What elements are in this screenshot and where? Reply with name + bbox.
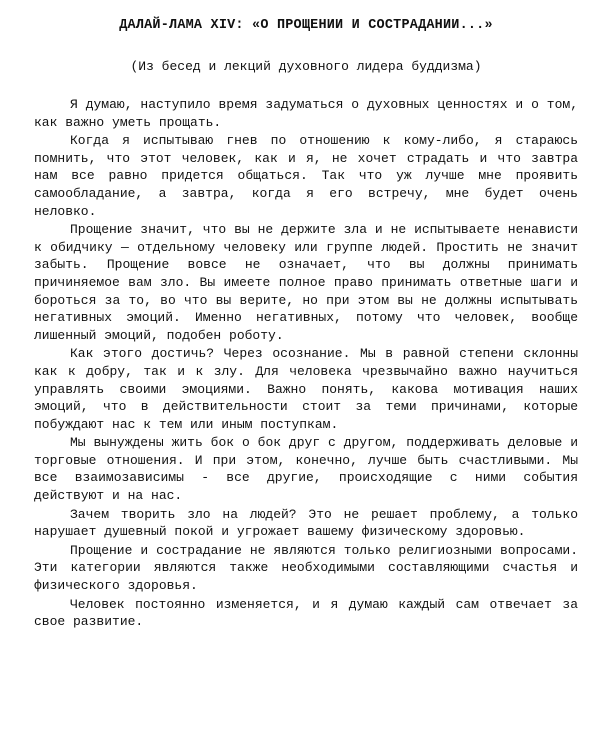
- paragraph-2: Когда я испытываю гнев по отношению к кому-либо, я стараюсь помнить, что этот человек, как и я, не хочет страдать и что завтра нам все равно придется общаться. Так что уж лучше мне проявить самообладание, а завтра, когда я его встречу, мне будет очень неловко.: [34, 133, 578, 219]
- paragraph-3: Прощение значит, что вы не держите зла и не испытываете ненависти к обидчику — отдельному человеку или группе людей. Простить не значит забыть. Прощение вовсе не означает, что вы должны принимать причиняемое вам зло. Вы имеете полное право принимать ответные шаги и бороться за то, во что вы верите, но при этом вы не должны испытывать негативных эмоций. Именно негативных, потому что человек, вообще лишенный эмоций, подобен роботу.: [34, 222, 578, 343]
- paragraph-5: Мы вынуждены жить бок о бок друг с другом, поддерживать деловые и торговые отношения. И при этом, конечно, лучше быть счастливыми. Мы все взаимозависимы - все другие, происходящие с ними события действуют и на нас.: [34, 435, 578, 504]
- paragraph-8: Человек постоянно изменяется, и я думаю каждый сам отвечает за свое развитие.: [34, 596, 578, 630]
- paragraph-7: Прощение и сострадание не являются только религиозными вопросами. Эти категории являются также необходимыми составляющими счастья и физического здоровья.: [34, 542, 578, 594]
- paragraph-4: Как этого достичь? Через осознание. Мы в равной степени склонны как к добру, так и к злу. Для человека чрезвычайно важно научиться управлять своими эмоциями. Важно понять, какова мотивация наших эмоций, что в действительности стоит за теми причинами, которые побуждают нас к тем или иным поступкам.: [34, 346, 578, 432]
- paragraph-6: Зачем творить зло на людей? Это не решает проблему, а только нарушает душевный покой и угрожает вашему физическому здоровью.: [34, 506, 578, 540]
- document-title: ДАЛАЙ-ЛАМА XIV: «О ПРОЩЕНИИ И СОСТРАДАНИИ...»: [119, 18, 493, 33]
- document-subtitle: (Из бесед и лекций духовного лидера буддизма): [130, 59, 482, 74]
- paragraph-1: Я думаю, наступило время задуматься о духовных ценностях и о том, как важно уметь прощать.: [34, 97, 578, 130]
